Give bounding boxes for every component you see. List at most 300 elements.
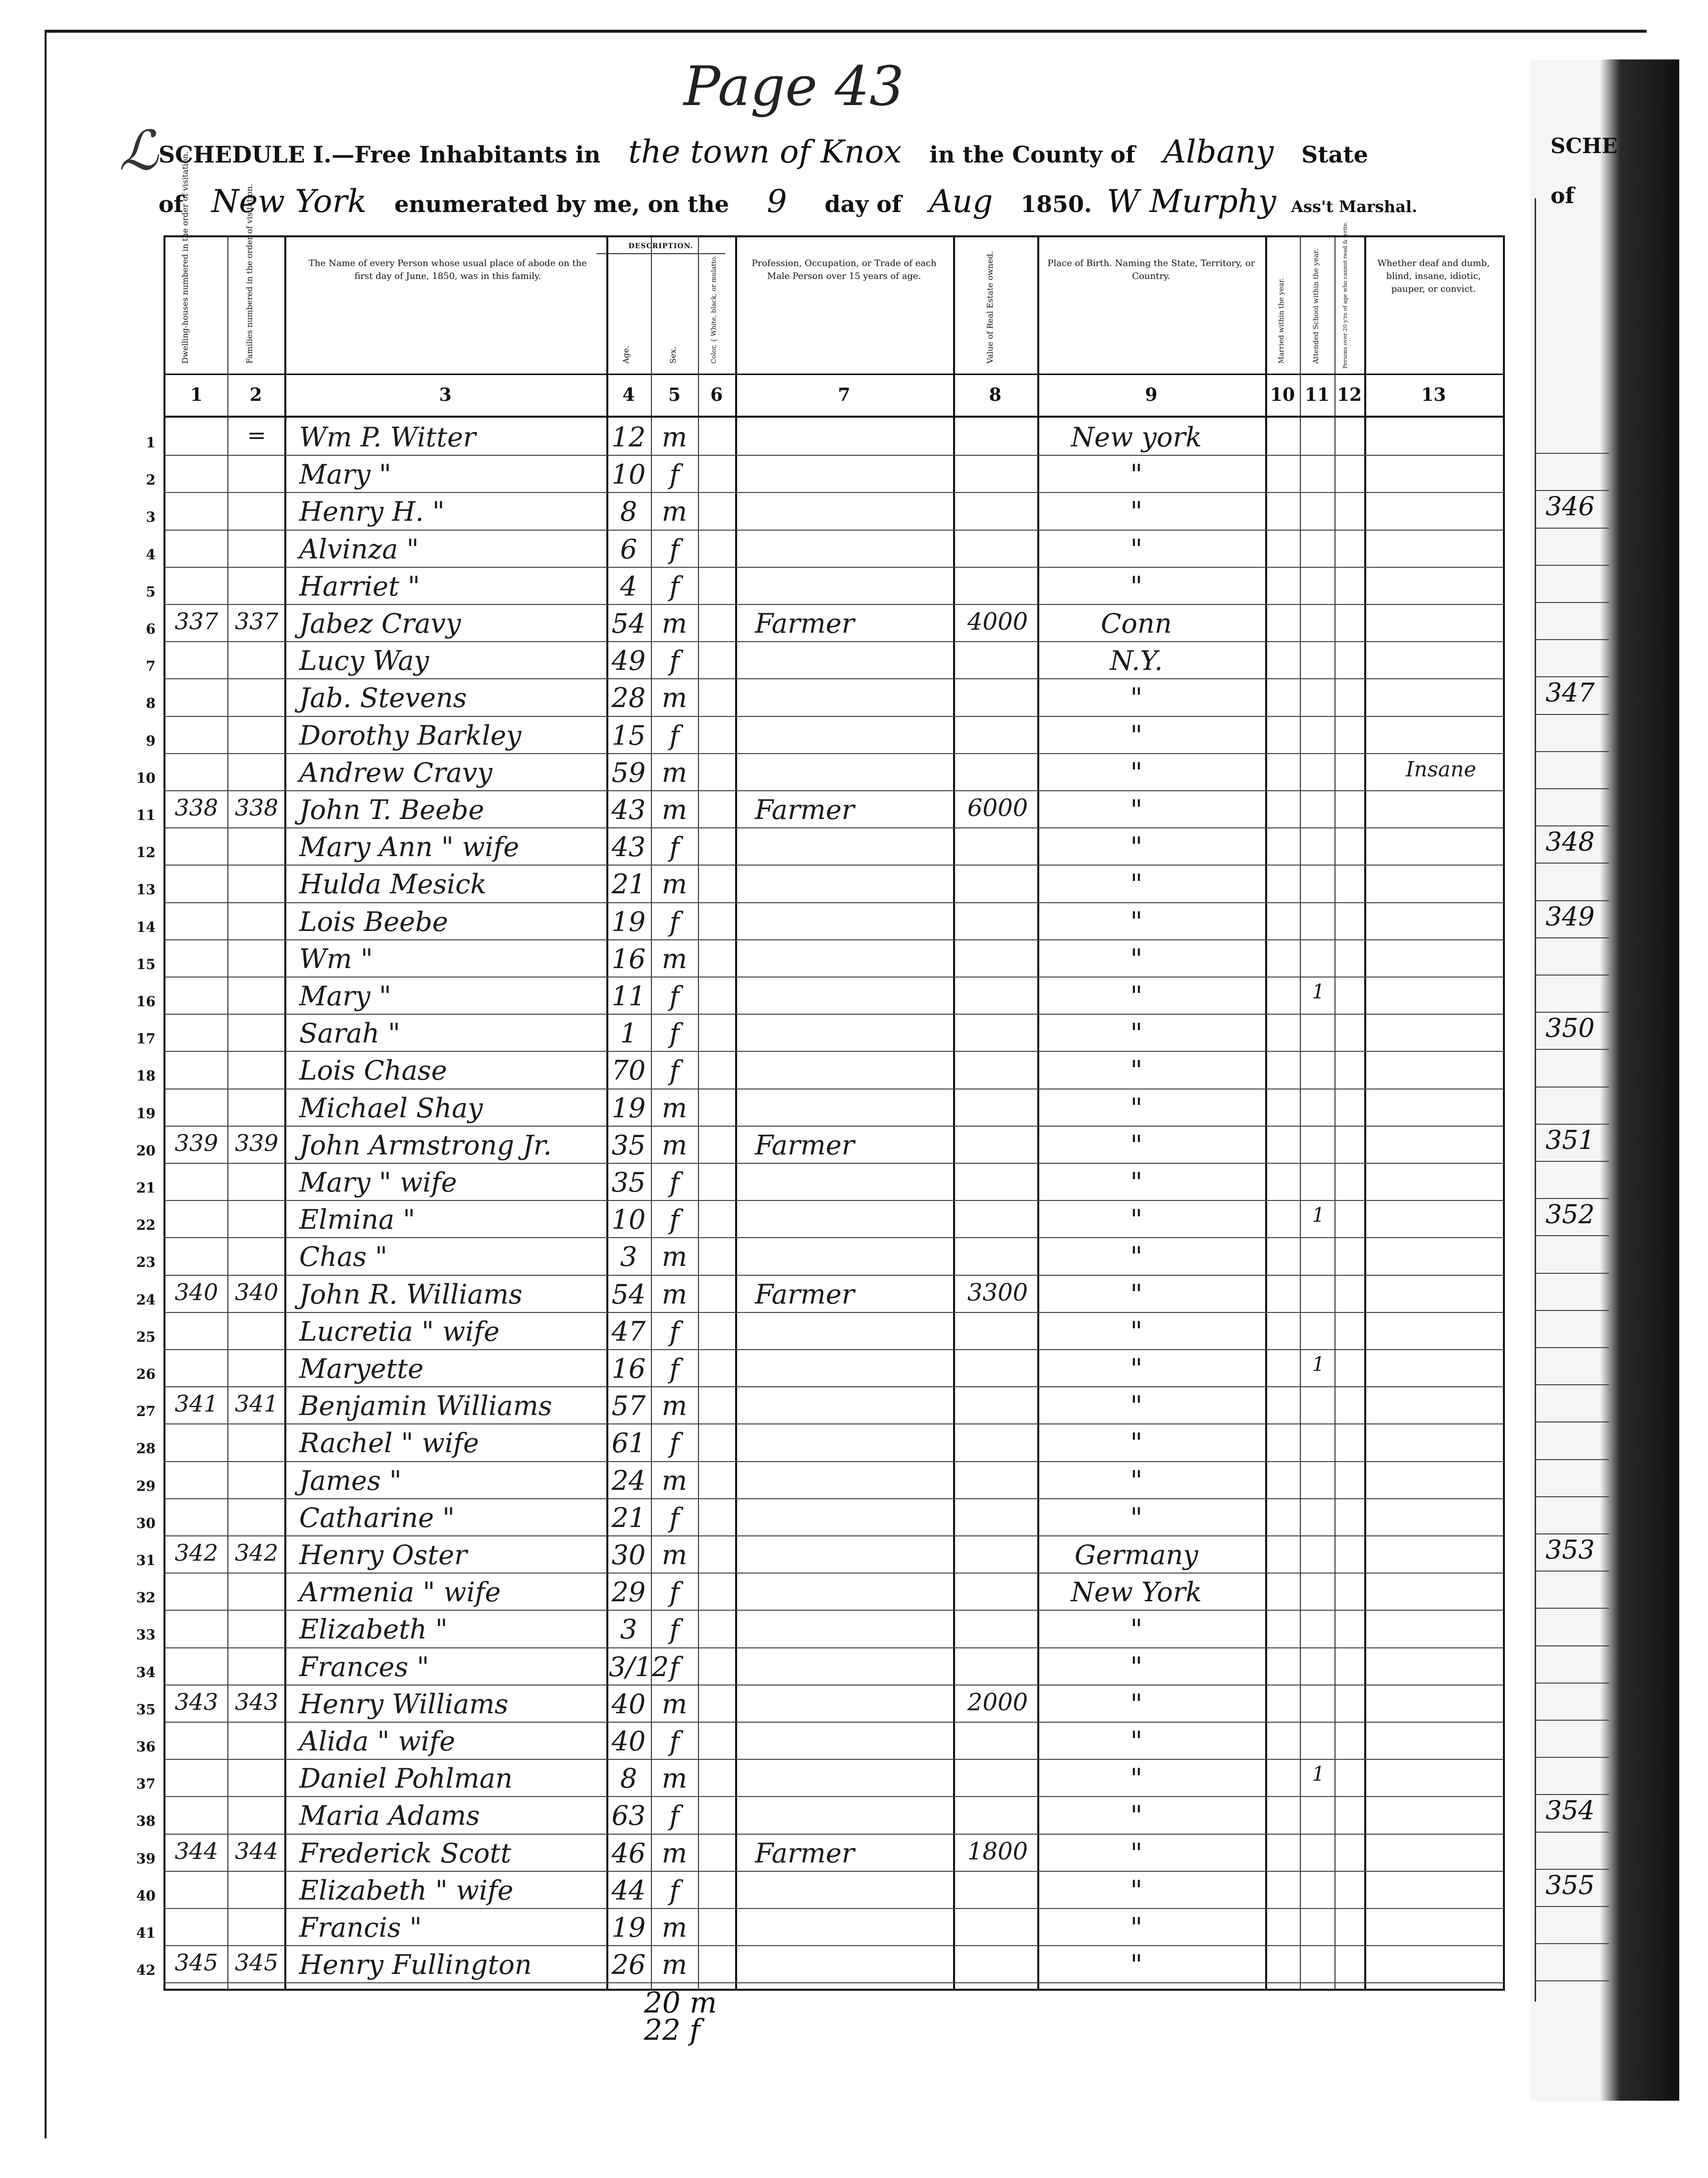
adjacent-row-line bbox=[1535, 1012, 1609, 1013]
row-number: 10 bbox=[136, 769, 156, 786]
sex-value: m bbox=[661, 1465, 688, 1496]
dwelling-number: 342 bbox=[174, 1539, 218, 1566]
colnum-12: 12 bbox=[1336, 384, 1362, 405]
age-value: 1 bbox=[620, 1018, 638, 1049]
real-estate-value: 6000 bbox=[967, 794, 1028, 822]
enumeration-month: Aug bbox=[929, 183, 993, 220]
adjacent-row-line bbox=[1535, 751, 1609, 752]
table-row bbox=[136, 939, 1503, 978]
colnum-2: 2 bbox=[249, 384, 263, 405]
person-name: Jab. Stevens bbox=[299, 682, 467, 714]
header-birth: Place of Birth. Naming the State, Territory, or Country. bbox=[1047, 258, 1255, 282]
enumerated-label: enumerated by me, on the bbox=[394, 191, 729, 218]
birthplace-value: " bbox=[1130, 1055, 1143, 1087]
age-value: 4 bbox=[620, 570, 638, 602]
age-value: 44 bbox=[611, 1874, 646, 1906]
adjacent-row-line bbox=[1535, 1496, 1609, 1497]
person-name: Maryette bbox=[299, 1353, 424, 1384]
row-number: 3 bbox=[146, 509, 156, 526]
row-number: 17 bbox=[136, 1031, 156, 1047]
age-value: 10 bbox=[611, 459, 646, 490]
birthplace-value: " bbox=[1130, 1651, 1143, 1683]
sex-value: f bbox=[669, 1800, 680, 1832]
sex-value: f bbox=[669, 459, 680, 490]
margin-flourish: ℒ bbox=[119, 119, 159, 182]
birthplace-value: " bbox=[1130, 906, 1143, 937]
adjacent-row-line bbox=[1535, 676, 1609, 677]
adjacent-row-line bbox=[1535, 900, 1609, 901]
row-number: 5 bbox=[146, 583, 156, 600]
birthplace-value: " bbox=[1130, 1353, 1143, 1384]
person-name: Mary " bbox=[299, 980, 391, 1012]
real-estate-value: 4000 bbox=[967, 608, 1028, 636]
person-name: Alvinza " bbox=[299, 533, 419, 565]
of-label: of bbox=[159, 191, 184, 218]
adjacent-dwelling-number: 347 bbox=[1546, 678, 1595, 708]
birthplace-value: " bbox=[1130, 794, 1143, 825]
sex-value: m bbox=[661, 608, 688, 639]
adjacent-row-line bbox=[1535, 1198, 1609, 1199]
table-row bbox=[136, 1908, 1503, 1946]
age-value: 15 bbox=[611, 719, 646, 751]
table-row bbox=[136, 827, 1503, 866]
age-value: 8 bbox=[620, 1763, 638, 1795]
row-number: 41 bbox=[136, 1925, 156, 1941]
sex-value: f bbox=[669, 719, 680, 751]
row-number: 32 bbox=[136, 1589, 156, 1606]
person-name: Frederick Scott bbox=[299, 1837, 512, 1869]
sex-value: f bbox=[669, 1502, 680, 1533]
sex-value: m bbox=[661, 757, 688, 788]
sex-value: m bbox=[661, 1763, 688, 1795]
table-row bbox=[136, 1014, 1503, 1052]
table-row bbox=[136, 1647, 1503, 1686]
row-number: 28 bbox=[136, 1440, 156, 1457]
table-row bbox=[136, 1423, 1503, 1462]
birthplace-value: " bbox=[1130, 1018, 1143, 1049]
birthplace-value: New york bbox=[1070, 422, 1202, 453]
person-name: Hulda Mesick bbox=[299, 869, 487, 900]
birthplace-value: " bbox=[1130, 1614, 1143, 1645]
adjacent-row-line bbox=[1535, 602, 1609, 603]
adjacent-row-line bbox=[1535, 1533, 1609, 1534]
age-value: 54 bbox=[611, 608, 646, 639]
person-name: James " bbox=[299, 1465, 402, 1496]
sex-value: f bbox=[669, 1614, 680, 1645]
person-name: Elizabeth " bbox=[299, 1614, 448, 1645]
person-name: Sarah " bbox=[299, 1018, 400, 1049]
header-dwelling: Dwelling-houses numbered in the order of visitation. bbox=[180, 151, 190, 364]
real-estate-value: 3300 bbox=[967, 1278, 1028, 1307]
row-number: 29 bbox=[136, 1477, 156, 1494]
sex-value: m bbox=[661, 1092, 688, 1124]
adjacent-row-line bbox=[1535, 1645, 1609, 1646]
header-sex: Sex. bbox=[668, 346, 678, 364]
person-name: Lois Chase bbox=[299, 1055, 447, 1087]
marshal-label: Ass't Marshal. bbox=[1291, 197, 1418, 216]
adjacent-row-line bbox=[1535, 714, 1609, 715]
sex-value: m bbox=[661, 1129, 688, 1161]
person-name: Francis " bbox=[299, 1912, 422, 1943]
person-name: Jabez Cravy bbox=[299, 608, 461, 639]
age-value: 21 bbox=[611, 1502, 646, 1533]
adjacent-row-line bbox=[1535, 863, 1609, 864]
dwelling-number: 338 bbox=[174, 794, 218, 821]
adjacent-row-line bbox=[1535, 1869, 1609, 1870]
birthplace-value: " bbox=[1130, 943, 1143, 975]
adjacent-page-column bbox=[1535, 198, 1610, 2002]
table-row bbox=[146, 641, 1503, 679]
header-occupation: Profession, Occupation, or Trade of each Male Person over 15 years of age. bbox=[751, 258, 937, 282]
adjacent-row-line bbox=[1535, 1347, 1609, 1348]
birthplace-value: " bbox=[1130, 459, 1143, 490]
page-tally bbox=[644, 1986, 717, 2047]
occupation-value: Farmer bbox=[755, 794, 854, 825]
row-number: 31 bbox=[136, 1552, 156, 1569]
person-name: Harriet " bbox=[299, 570, 420, 602]
row-number: 27 bbox=[136, 1403, 156, 1420]
table-row bbox=[136, 1089, 1503, 1127]
birthplace-value: " bbox=[1130, 1241, 1143, 1273]
header-description: DESCRIPTION. bbox=[596, 242, 725, 254]
family-number: 339 bbox=[235, 1129, 278, 1156]
dwelling-number: 341 bbox=[174, 1390, 218, 1417]
birthplace-value: New York bbox=[1070, 1577, 1202, 1608]
row-number: 35 bbox=[136, 1701, 156, 1718]
table-row bbox=[136, 1163, 1503, 1201]
age-value: 40 bbox=[611, 1688, 646, 1720]
person-name: Wm P. Witter bbox=[299, 422, 476, 453]
schedule-title: SCHEDULE I.—Free Inhabitants in bbox=[159, 141, 601, 168]
row-number: 26 bbox=[136, 1366, 156, 1382]
birthplace-value: " bbox=[1130, 1129, 1143, 1161]
schedule-header-line1 bbox=[159, 134, 1368, 170]
enumeration-day: 9 bbox=[766, 183, 787, 220]
birthplace-value: " bbox=[1130, 1502, 1143, 1533]
school-mark: 1 bbox=[1312, 1204, 1325, 1227]
condition-value: Insane bbox=[1405, 757, 1477, 781]
adjacent-row-line bbox=[1535, 1832, 1609, 1833]
adjacent-row-line bbox=[1535, 1161, 1609, 1162]
header-married: Married within the year. bbox=[1278, 278, 1285, 364]
birthplace-value: " bbox=[1130, 570, 1143, 602]
birthplace-value: N.Y. bbox=[1110, 645, 1163, 677]
birthplace-value: " bbox=[1130, 1092, 1143, 1124]
row-number: 21 bbox=[136, 1180, 156, 1196]
row-number: 18 bbox=[136, 1068, 156, 1085]
person-name: Rachel " wife bbox=[299, 1427, 479, 1459]
age-value: 43 bbox=[611, 831, 646, 863]
table-row bbox=[136, 977, 1503, 1015]
table-row bbox=[136, 1312, 1503, 1350]
age-value: 16 bbox=[611, 1353, 646, 1384]
age-value: 57 bbox=[611, 1390, 646, 1422]
header-value: Value of Real Estate owned. bbox=[985, 251, 995, 364]
school-mark: 1 bbox=[1312, 1353, 1325, 1376]
row-number: 38 bbox=[136, 1813, 156, 1830]
adjacent-row-line bbox=[1535, 1683, 1609, 1684]
birthplace-value: Germany bbox=[1074, 1539, 1198, 1571]
row-number: 2 bbox=[146, 472, 156, 489]
state-name: New York bbox=[211, 183, 367, 220]
adjacent-row-line bbox=[1535, 1906, 1609, 1907]
person-name: Wm " bbox=[299, 943, 373, 975]
family-number: 340 bbox=[235, 1278, 278, 1306]
age-value: 28 bbox=[611, 682, 646, 714]
adjacent-row-line bbox=[1535, 937, 1609, 938]
age-value: 6 bbox=[620, 533, 638, 565]
sex-value: f bbox=[669, 1353, 680, 1384]
sex-value: f bbox=[669, 1651, 680, 1683]
birthplace-value: " bbox=[1130, 533, 1143, 565]
age-value: 19 bbox=[611, 1912, 646, 1943]
sex-value: f bbox=[669, 1018, 680, 1049]
birthplace-value: " bbox=[1130, 1688, 1143, 1720]
row-number: 16 bbox=[136, 993, 156, 1010]
row-number: 40 bbox=[136, 1887, 156, 1904]
adjacent-row-line bbox=[1535, 1421, 1609, 1422]
birthplace-value: " bbox=[1130, 1390, 1143, 1422]
adjacent-dwelling-number: 348 bbox=[1546, 827, 1595, 858]
adjacent-row-line bbox=[1535, 490, 1609, 491]
age-value: 47 bbox=[611, 1315, 646, 1347]
age-value: 3/12 bbox=[609, 1651, 669, 1683]
family-number: 344 bbox=[235, 1837, 278, 1864]
sex-value: f bbox=[669, 1427, 680, 1459]
colnum-7: 7 bbox=[838, 384, 851, 405]
age-value: 29 bbox=[611, 1577, 646, 1608]
sex-value: f bbox=[669, 1055, 680, 1087]
birthplace-value: " bbox=[1130, 831, 1143, 863]
adjacent-row-line bbox=[1535, 1720, 1609, 1721]
row-number: 22 bbox=[136, 1217, 156, 1234]
age-value: 8 bbox=[620, 496, 638, 528]
sex-value: m bbox=[661, 1949, 688, 1981]
tally-males: 20 m bbox=[644, 1986, 717, 2019]
header-name: The Name of every Person whose usual place of abode on the first day of June, 1850, was in this family. bbox=[309, 258, 587, 282]
person-name: Henry H. " bbox=[299, 496, 445, 528]
age-value: 61 bbox=[611, 1427, 646, 1459]
table-row bbox=[136, 1535, 1503, 1574]
adjacent-page-header: SCHE bbox=[1550, 134, 1618, 158]
person-name: Armenia " wife bbox=[299, 1577, 501, 1608]
row-number: 15 bbox=[136, 956, 156, 973]
birthplace-value: " bbox=[1130, 1837, 1143, 1869]
birthplace-value: " bbox=[1130, 1315, 1143, 1347]
row-number: 34 bbox=[136, 1664, 156, 1681]
day-of-label: day of bbox=[824, 191, 902, 218]
birthplace-value: " bbox=[1130, 719, 1143, 751]
sex-value: m bbox=[661, 1278, 688, 1310]
row-number: 6 bbox=[146, 621, 156, 637]
person-name: Maria Adams bbox=[299, 1800, 480, 1832]
adjacent-row-line bbox=[1535, 1049, 1609, 1050]
row-number: 20 bbox=[136, 1142, 156, 1159]
person-name: John R. Williams bbox=[299, 1278, 523, 1310]
header-color: Color, { White, black, or mulatto. bbox=[710, 255, 718, 364]
page-number: Page 43 bbox=[684, 54, 905, 118]
age-value: 12 bbox=[611, 422, 646, 453]
occupation-value: Farmer bbox=[755, 1837, 854, 1869]
birthplace-value: Conn bbox=[1101, 608, 1172, 639]
row-number: 4 bbox=[146, 546, 156, 563]
adjacent-dwelling-number: 351 bbox=[1546, 1125, 1595, 1155]
family-number: 342 bbox=[235, 1539, 278, 1566]
birthplace-value: " bbox=[1130, 1278, 1143, 1310]
row-number: 13 bbox=[136, 881, 156, 898]
real-estate-value: 2000 bbox=[967, 1688, 1028, 1716]
occupation-value: Farmer bbox=[755, 608, 854, 639]
birthplace-value: " bbox=[1130, 1465, 1143, 1496]
row-number: 7 bbox=[146, 658, 156, 675]
row-number: 14 bbox=[136, 919, 156, 935]
table-row bbox=[136, 1126, 1503, 1164]
person-name: Elizabeth " wife bbox=[299, 1874, 514, 1906]
dwelling-number: 344 bbox=[174, 1837, 218, 1864]
table-row bbox=[136, 1200, 1503, 1238]
table-row bbox=[136, 1796, 1503, 1834]
row-number: 23 bbox=[136, 1254, 156, 1271]
town-name: the town of Knox bbox=[628, 134, 902, 170]
person-name: Henry Williams bbox=[299, 1688, 509, 1720]
person-name: Lois Beebe bbox=[299, 906, 448, 937]
dwelling-number: 339 bbox=[174, 1129, 218, 1156]
adjacent-row-line bbox=[1535, 639, 1609, 640]
adjacent-row-line bbox=[1535, 975, 1609, 976]
birthplace-value: " bbox=[1130, 1912, 1143, 1943]
family-number: 343 bbox=[235, 1688, 278, 1715]
family-number: 341 bbox=[235, 1390, 278, 1417]
sex-value: f bbox=[669, 1204, 680, 1236]
birthplace-value: " bbox=[1130, 682, 1143, 714]
county-label: in the County of bbox=[929, 141, 1135, 168]
age-value: 70 bbox=[611, 1055, 646, 1087]
enumeration-year: 1850. bbox=[1020, 191, 1092, 218]
age-value: 10 bbox=[611, 1204, 646, 1236]
person-name: Mary " bbox=[299, 459, 391, 490]
age-value: 21 bbox=[611, 869, 646, 900]
age-value: 63 bbox=[611, 1800, 646, 1832]
colnum-3: 3 bbox=[439, 384, 452, 405]
person-name: John Armstrong Jr. bbox=[299, 1129, 552, 1161]
real-estate-value: 1800 bbox=[967, 1837, 1028, 1865]
person-name: Mary Ann " wife bbox=[299, 831, 520, 863]
school-mark: 1 bbox=[1312, 1763, 1325, 1786]
age-value: 46 bbox=[611, 1837, 646, 1869]
sex-value: f bbox=[669, 570, 680, 602]
age-value: 59 bbox=[611, 757, 646, 788]
birthplace-value: " bbox=[1130, 1204, 1143, 1236]
header-age: Age. bbox=[621, 345, 631, 364]
adjacent-row-line bbox=[1535, 1608, 1609, 1609]
age-value: 11 bbox=[611, 980, 646, 1012]
header-school: Attended School within the year. bbox=[1312, 249, 1320, 364]
row-number: 42 bbox=[136, 1962, 156, 1979]
birthplace-value: " bbox=[1130, 1949, 1143, 1981]
person-name: Mary " wife bbox=[299, 1167, 457, 1198]
table-row bbox=[136, 1051, 1503, 1089]
sex-value: m bbox=[661, 1688, 688, 1720]
sex-value: f bbox=[669, 1167, 680, 1198]
sex-value: m bbox=[661, 1539, 688, 1571]
adjacent-page-of-label: of bbox=[1550, 183, 1575, 209]
adjacent-row-line bbox=[1535, 1384, 1609, 1385]
adjacent-row-line bbox=[1535, 453, 1609, 454]
birthplace-value: " bbox=[1130, 1726, 1143, 1757]
adjacent-row-line bbox=[1535, 565, 1609, 566]
sex-value: f bbox=[669, 533, 680, 565]
adjacent-row-line bbox=[1535, 528, 1609, 529]
sex-value: m bbox=[661, 1241, 688, 1273]
occupation-value: Farmer bbox=[755, 1129, 854, 1161]
birthplace-value: " bbox=[1130, 1874, 1143, 1906]
row-number: 39 bbox=[136, 1850, 156, 1867]
sex-value: m bbox=[661, 682, 688, 714]
family-number: 337 bbox=[235, 608, 278, 635]
person-name: John T. Beebe bbox=[299, 794, 484, 825]
table-row bbox=[136, 865, 1503, 903]
birthplace-value: " bbox=[1130, 869, 1143, 900]
schedule-header-line2 bbox=[159, 183, 1417, 220]
family-number: 345 bbox=[235, 1949, 278, 1976]
table-row bbox=[146, 492, 1503, 530]
row-number: 33 bbox=[136, 1627, 156, 1643]
adjacent-row-line bbox=[1535, 1124, 1609, 1125]
colnum-10: 10 bbox=[1270, 384, 1295, 405]
table-row bbox=[136, 902, 1503, 940]
age-value: 49 bbox=[611, 645, 646, 677]
marshal-signature: W Murphy bbox=[1107, 183, 1277, 220]
age-value: 3 bbox=[620, 1614, 638, 1645]
adjacent-row-line bbox=[1535, 825, 1609, 826]
table-row bbox=[136, 1722, 1503, 1760]
adjacent-row-line bbox=[1535, 1273, 1609, 1274]
person-name: Lucretia " wife bbox=[299, 1315, 500, 1347]
adjacent-row-line bbox=[1535, 1310, 1609, 1311]
school-mark: 1 bbox=[1312, 980, 1325, 1003]
colnum-1: 1 bbox=[190, 384, 203, 405]
person-name: Daniel Pohlman bbox=[299, 1763, 513, 1795]
birthplace-value: " bbox=[1130, 980, 1143, 1012]
adjacent-row-line bbox=[1535, 1571, 1609, 1572]
sex-value: f bbox=[669, 1874, 680, 1906]
sex-value: m bbox=[661, 1837, 688, 1869]
row-number: 11 bbox=[136, 807, 156, 823]
person-name: Andrew Cravy bbox=[299, 757, 492, 788]
table-row bbox=[136, 1834, 1503, 1872]
age-value: 35 bbox=[611, 1167, 646, 1198]
adjacent-row-line bbox=[1535, 1943, 1609, 1944]
family-number: 338 bbox=[235, 794, 278, 821]
header-family: Families numbered in the order of visitation. bbox=[245, 184, 254, 364]
age-value: 54 bbox=[611, 1278, 646, 1310]
colnum-11: 11 bbox=[1304, 384, 1330, 405]
table-row bbox=[136, 1386, 1503, 1424]
table-row bbox=[146, 530, 1503, 568]
table-row bbox=[136, 1685, 1503, 1723]
tally-females: 22 f bbox=[644, 2013, 700, 2047]
age-value: 19 bbox=[611, 1092, 646, 1124]
colnum-13: 13 bbox=[1421, 384, 1446, 405]
birthplace-value: " bbox=[1130, 1763, 1143, 1795]
table-row bbox=[146, 567, 1503, 605]
sex-value: m bbox=[661, 496, 688, 528]
birthplace-value: " bbox=[1130, 1167, 1143, 1198]
table-row bbox=[146, 455, 1503, 493]
sex-value: m bbox=[661, 1390, 688, 1422]
dwelling-number: 345 bbox=[174, 1949, 218, 1976]
table-row bbox=[136, 1759, 1503, 1797]
